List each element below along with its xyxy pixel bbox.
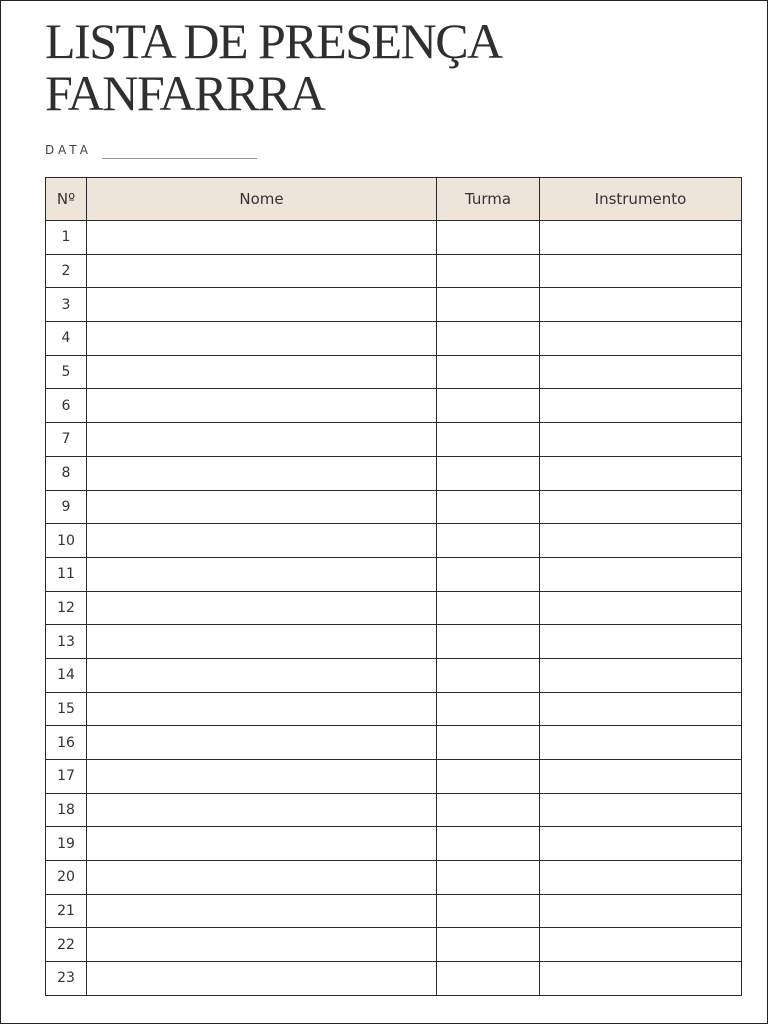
turma-cell[interactable]	[437, 524, 540, 558]
turma-cell[interactable]	[437, 962, 540, 996]
row-number: 2	[46, 254, 87, 288]
table-body	[46, 221, 742, 996]
turma-cell[interactable]	[437, 861, 540, 895]
row-number: 9	[46, 490, 87, 524]
nome-cell[interactable]	[87, 726, 437, 760]
turma-cell[interactable]	[437, 827, 540, 861]
table-row	[46, 760, 742, 794]
header-nome: Nome	[87, 178, 437, 221]
instrumento-cell[interactable]	[540, 490, 742, 524]
nome-cell[interactable]	[87, 760, 437, 794]
instrumento-cell[interactable]	[540, 221, 742, 255]
table-row	[46, 322, 742, 356]
title-line-2: FANFARRRA	[45, 65, 325, 121]
date-label: DATA	[45, 143, 92, 157]
row-number: 1	[46, 221, 87, 255]
turma-cell[interactable]	[437, 726, 540, 760]
instrumento-cell[interactable]	[540, 254, 742, 288]
turma-cell[interactable]	[437, 591, 540, 625]
table-row	[46, 221, 742, 255]
nome-cell[interactable]	[87, 962, 437, 996]
instrumento-cell[interactable]	[540, 827, 742, 861]
row-number: 19	[46, 827, 87, 861]
nome-cell[interactable]	[87, 355, 437, 389]
row-number: 5	[46, 355, 87, 389]
instrumento-cell[interactable]	[540, 557, 742, 591]
instrumento-cell[interactable]	[540, 423, 742, 457]
turma-cell[interactable]	[437, 322, 540, 356]
row-number: 6	[46, 389, 87, 423]
nome-cell[interactable]	[87, 625, 437, 659]
turma-cell[interactable]	[437, 355, 540, 389]
nome-cell[interactable]	[87, 288, 437, 322]
row-number: 11	[46, 557, 87, 591]
table-row	[46, 591, 742, 625]
row-number: 13	[46, 625, 87, 659]
nome-cell[interactable]	[87, 793, 437, 827]
row-number: 20	[46, 861, 87, 895]
instrumento-cell[interactable]	[540, 760, 742, 794]
turma-cell[interactable]	[437, 793, 540, 827]
header-number: Nº	[46, 178, 87, 221]
nome-cell[interactable]	[87, 221, 437, 255]
nome-cell[interactable]	[87, 591, 437, 625]
table-row	[46, 962, 742, 996]
instrumento-cell[interactable]	[540, 692, 742, 726]
turma-cell[interactable]	[437, 625, 540, 659]
table-row	[46, 894, 742, 928]
turma-cell[interactable]	[437, 760, 540, 794]
turma-cell[interactable]	[437, 490, 540, 524]
date-blank-line	[102, 158, 257, 159]
nome-cell[interactable]	[87, 861, 437, 895]
nome-cell[interactable]	[87, 490, 437, 524]
table-row	[46, 288, 742, 322]
row-number: 4	[46, 322, 87, 356]
nome-cell[interactable]	[87, 827, 437, 861]
row-number: 22	[46, 928, 87, 962]
date-field	[45, 143, 257, 157]
row-number: 16	[46, 726, 87, 760]
table-header-row	[46, 178, 742, 221]
nome-cell[interactable]	[87, 254, 437, 288]
row-number: 21	[46, 894, 87, 928]
table-row	[46, 355, 742, 389]
table-row	[46, 861, 742, 895]
table-row	[46, 625, 742, 659]
turma-cell[interactable]	[437, 288, 540, 322]
title-line-1: LISTA DE PRESENÇA	[45, 13, 502, 69]
instrumento-cell[interactable]	[540, 962, 742, 996]
nome-cell[interactable]	[87, 322, 437, 356]
instrumento-cell[interactable]	[540, 793, 742, 827]
turma-cell[interactable]	[437, 254, 540, 288]
instrumento-cell[interactable]	[540, 625, 742, 659]
nome-cell[interactable]	[87, 456, 437, 490]
table-row	[46, 726, 742, 760]
table-row	[46, 928, 742, 962]
page-title	[45, 15, 502, 119]
header-instrumento: Instrumento	[540, 178, 742, 221]
table-row	[46, 456, 742, 490]
nome-cell[interactable]	[87, 423, 437, 457]
row-number: 23	[46, 962, 87, 996]
nome-cell[interactable]	[87, 928, 437, 962]
nome-cell[interactable]	[87, 389, 437, 423]
table-row	[46, 692, 742, 726]
turma-cell[interactable]	[437, 423, 540, 457]
header-turma: Turma	[437, 178, 540, 221]
table-row	[46, 423, 742, 457]
row-number: 18	[46, 793, 87, 827]
nome-cell[interactable]	[87, 658, 437, 692]
instrumento-cell[interactable]	[540, 591, 742, 625]
instrumento-cell[interactable]	[540, 928, 742, 962]
row-number: 8	[46, 456, 87, 490]
instrumento-cell[interactable]	[540, 861, 742, 895]
instrumento-cell[interactable]	[540, 288, 742, 322]
instrumento-cell[interactable]	[540, 355, 742, 389]
table-row	[46, 524, 742, 558]
turma-cell[interactable]	[437, 221, 540, 255]
instrumento-cell[interactable]	[540, 322, 742, 356]
nome-cell[interactable]	[87, 557, 437, 591]
row-number: 7	[46, 423, 87, 457]
table-row	[46, 827, 742, 861]
table-row	[46, 557, 742, 591]
row-number: 10	[46, 524, 87, 558]
turma-cell[interactable]	[437, 456, 540, 490]
turma-cell[interactable]	[437, 389, 540, 423]
table-row	[46, 658, 742, 692]
nome-cell[interactable]	[87, 524, 437, 558]
instrumento-cell[interactable]	[540, 524, 742, 558]
turma-cell[interactable]	[437, 557, 540, 591]
nome-cell[interactable]	[87, 692, 437, 726]
instrumento-cell[interactable]	[540, 894, 742, 928]
instrumento-cell[interactable]	[540, 389, 742, 423]
turma-cell[interactable]	[437, 928, 540, 962]
turma-cell[interactable]	[437, 658, 540, 692]
instrumento-cell[interactable]	[540, 456, 742, 490]
row-number: 15	[46, 692, 87, 726]
table-row	[46, 490, 742, 524]
row-number: 14	[46, 658, 87, 692]
instrumento-cell[interactable]	[540, 726, 742, 760]
table-row	[46, 793, 742, 827]
row-number: 12	[46, 591, 87, 625]
turma-cell[interactable]	[437, 894, 540, 928]
turma-cell[interactable]	[437, 692, 540, 726]
instrumento-cell[interactable]	[540, 658, 742, 692]
row-number: 3	[46, 288, 87, 322]
table-row	[46, 389, 742, 423]
row-number: 17	[46, 760, 87, 794]
attendance-table	[45, 177, 742, 996]
nome-cell[interactable]	[87, 894, 437, 928]
table-row	[46, 254, 742, 288]
